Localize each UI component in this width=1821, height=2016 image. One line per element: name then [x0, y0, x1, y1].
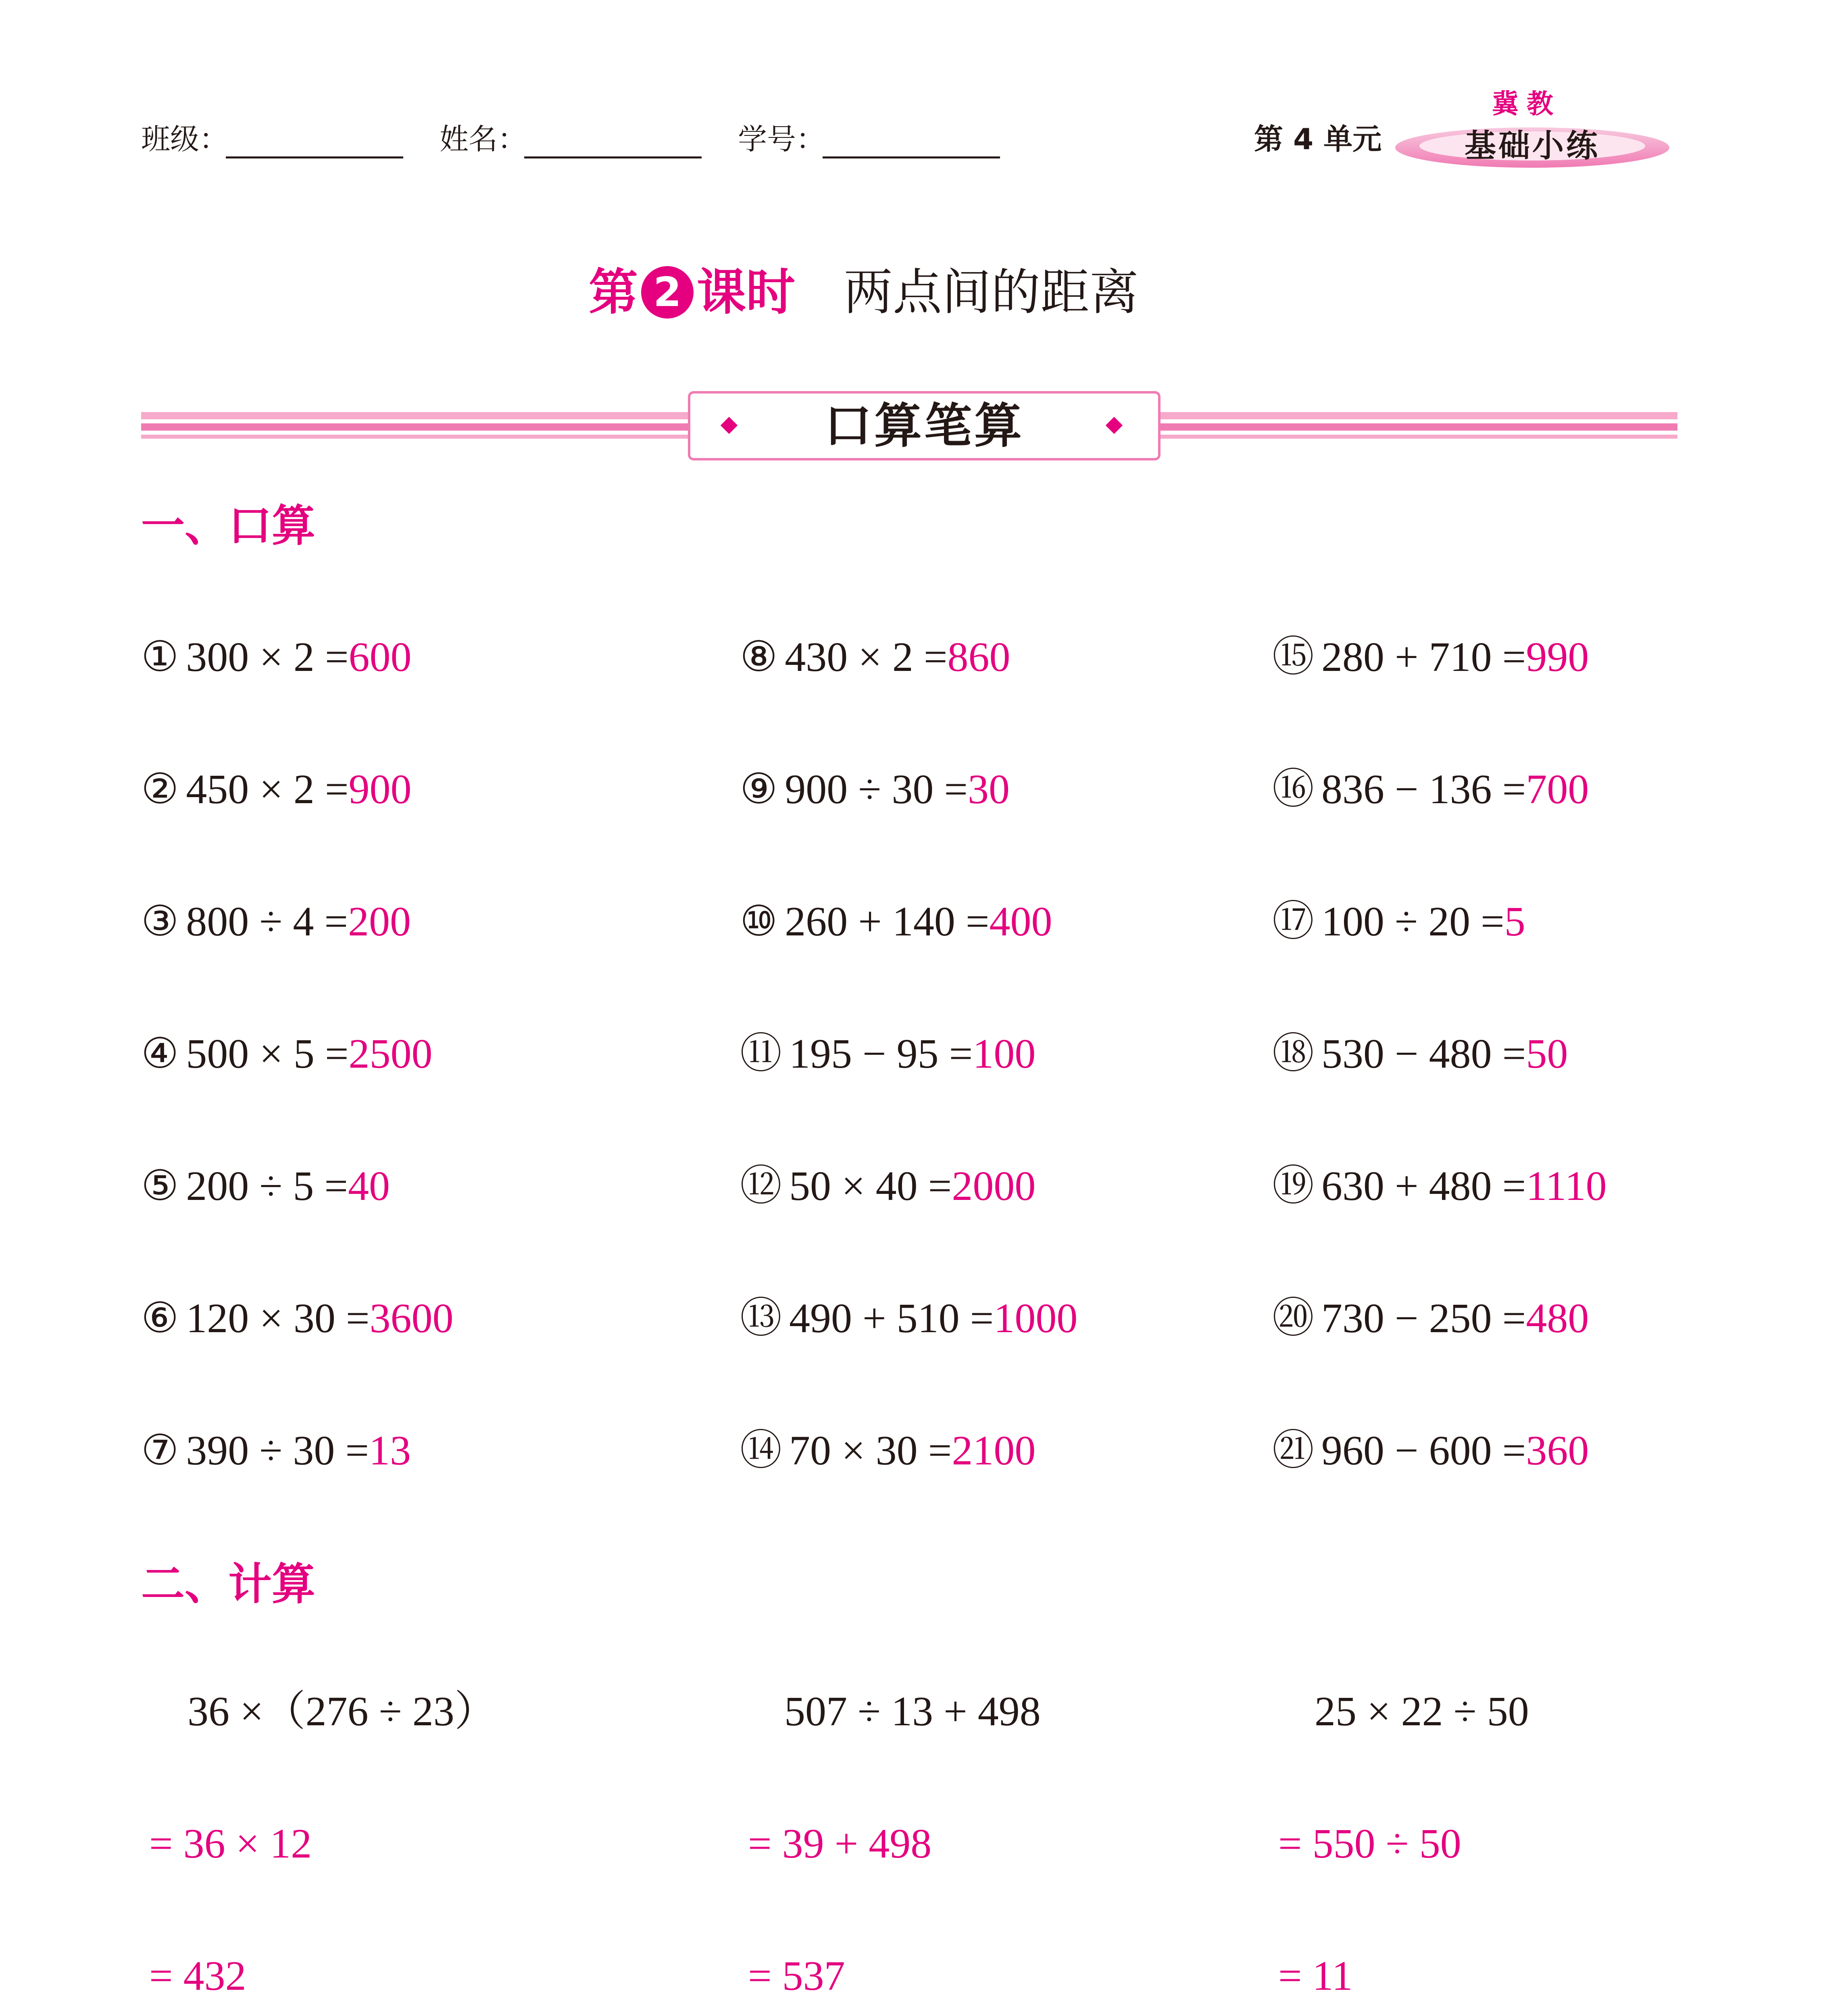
- calc-expression: 25 × 22 ÷ 50: [1315, 1688, 1529, 1735]
- problem-expression: 260 + 140 =: [785, 898, 990, 945]
- problem-answer[interactable]: 990: [1526, 634, 1589, 680]
- oral-problem: [141, 631, 412, 683]
- oral-problem: [740, 1160, 1036, 1212]
- problem-expression: 100 ÷ 20 =: [1321, 898, 1504, 945]
- problem-answer[interactable]: 1000: [994, 1295, 1078, 1341]
- problem-number: ⑥: [141, 1295, 179, 1341]
- problem-expression: 200 ÷ 5 =: [186, 1163, 348, 1209]
- problem-number: ⑧: [740, 634, 778, 680]
- problem-number: ⑭: [740, 1427, 782, 1474]
- student-id-label: 学号：: [738, 122, 825, 156]
- name-blank[interactable]: [524, 156, 702, 158]
- oral-problem: [141, 1028, 433, 1080]
- problem-answer[interactable]: 860: [947, 634, 1011, 680]
- lesson-number-badge: 2: [641, 266, 694, 319]
- problem-expression: 280 + 710 =: [1321, 634, 1526, 680]
- problem-expression: 960 − 600 =: [1321, 1427, 1526, 1474]
- problem-number: ⑫: [740, 1163, 782, 1209]
- banner-title: 口算笔算: [824, 398, 1024, 454]
- problem-number: ⑱: [1272, 1031, 1315, 1077]
- oral-problem: [1272, 1028, 1568, 1080]
- lesson-topic: 两点间的距离: [844, 264, 1139, 321]
- problem-number: ①: [141, 634, 179, 680]
- calc-step: = 537: [748, 1953, 845, 1999]
- section-heading-calc: 二、计算: [141, 1559, 316, 1610]
- problem-expression: 500 × 5 =: [186, 1031, 349, 1077]
- calc-step: = 11: [1278, 1953, 1353, 1999]
- problem-number: ⑳: [1272, 1295, 1315, 1341]
- oral-problem: [740, 1028, 1036, 1080]
- problem-number: ⑩: [740, 898, 778, 945]
- problem-expression: 630 + 480 =: [1321, 1163, 1526, 1209]
- problem-number: ⑲: [1272, 1163, 1315, 1209]
- problem-answer[interactable]: 3600: [369, 1295, 454, 1341]
- problem-expression: 836 − 136 =: [1321, 766, 1526, 812]
- lesson-prefix: 第: [589, 264, 638, 321]
- problem-number: ⑦: [141, 1427, 179, 1474]
- problem-answer[interactable]: 700: [1526, 766, 1589, 812]
- oral-problem: [141, 1292, 454, 1345]
- problem-number: ㉑: [1272, 1427, 1315, 1474]
- problem-number: ⑬: [740, 1295, 782, 1341]
- student-id-blank[interactable]: [823, 156, 1000, 158]
- oral-problem: [740, 896, 1052, 948]
- problem-expression: 730 − 250 =: [1321, 1295, 1526, 1341]
- lesson-suffix: 课时: [697, 264, 795, 321]
- problem-answer[interactable]: 30: [967, 766, 1010, 812]
- problem-number: ③: [141, 898, 179, 945]
- problem-answer[interactable]: 600: [348, 634, 412, 680]
- problem-number: ⑨: [740, 766, 778, 812]
- problem-expression: 450 × 2 =: [186, 766, 349, 812]
- lesson-title: [589, 258, 1139, 327]
- calc-step: = 432: [149, 1953, 246, 1999]
- name-label: 姓名：: [440, 122, 527, 156]
- problem-answer[interactable]: 2500: [348, 1031, 433, 1077]
- oral-problem: [740, 1425, 1036, 1477]
- oral-problem: [141, 896, 411, 948]
- calc-step: = 550 ÷ 50: [1278, 1820, 1461, 1867]
- oral-problem: [1272, 763, 1589, 816]
- oral-problem: [1272, 631, 1589, 683]
- problem-number: ⑮: [1272, 634, 1315, 680]
- problem-expression: 490 + 510 =: [789, 1295, 994, 1341]
- problem-answer[interactable]: 100: [973, 1031, 1036, 1077]
- class-label: 班级：: [141, 122, 229, 156]
- oral-problem: [1272, 1160, 1607, 1212]
- problem-number: ⑰: [1272, 898, 1315, 945]
- calc-expression: 36 ×（276 ÷ 23）: [188, 1688, 496, 1735]
- problem-expression: 390 ÷ 30 =: [186, 1427, 369, 1474]
- problem-expression: 530 − 480 =: [1321, 1031, 1526, 1077]
- problem-expression: 50 × 40 =: [789, 1163, 952, 1209]
- brand-title: 基础小练: [1464, 128, 1600, 164]
- problem-expression: 120 × 30 =: [186, 1295, 370, 1341]
- problem-number: ⑪: [740, 1031, 782, 1077]
- oral-problem: [141, 1425, 411, 1477]
- problem-answer[interactable]: 480: [1526, 1295, 1589, 1341]
- oral-problem: [1272, 1292, 1589, 1345]
- problem-answer[interactable]: 40: [348, 1163, 390, 1209]
- problem-answer[interactable]: 2000: [952, 1163, 1036, 1209]
- oral-problem: [141, 1160, 390, 1212]
- problem-answer[interactable]: 2100: [952, 1427, 1036, 1474]
- problem-answer[interactable]: 13: [369, 1427, 411, 1474]
- publisher-label: 冀教: [1492, 88, 1561, 119]
- oral-problem: [141, 763, 412, 816]
- problem-number: ④: [141, 1031, 179, 1077]
- section-heading-oral: 一、口算: [141, 501, 316, 551]
- problem-expression: 430 × 2 =: [785, 634, 948, 680]
- calc-step: = 39 + 498: [748, 1820, 932, 1867]
- problem-expression: 195 − 95 =: [789, 1031, 973, 1077]
- problem-expression: 900 ÷ 30 =: [785, 766, 968, 812]
- problem-answer[interactable]: 1110: [1526, 1163, 1607, 1209]
- problem-number: ⑤: [141, 1163, 179, 1209]
- problem-answer[interactable]: 400: [989, 898, 1052, 945]
- problem-answer[interactable]: 200: [348, 898, 411, 945]
- oral-problem: [1272, 1425, 1589, 1477]
- class-blank[interactable]: [226, 156, 403, 158]
- oral-problem: [740, 1292, 1077, 1345]
- problem-answer[interactable]: 50: [1526, 1031, 1568, 1077]
- oral-problem: [740, 631, 1011, 683]
- problem-expression: 300 × 2 =: [186, 634, 349, 680]
- unit-label: 第 4 单元: [1254, 122, 1382, 156]
- problem-expression: 70 × 30 =: [789, 1427, 952, 1474]
- problem-answer[interactable]: 5: [1504, 898, 1525, 945]
- problem-answer[interactable]: 360: [1526, 1427, 1589, 1474]
- calc-step: = 36 × 12: [149, 1820, 312, 1867]
- calc-expression: 507 ÷ 13 + 498: [784, 1688, 1041, 1735]
- problem-answer[interactable]: 900: [348, 766, 412, 812]
- problem-number: ⑯: [1272, 766, 1315, 812]
- oral-problem: [1272, 896, 1525, 948]
- oral-problem: [740, 763, 1010, 816]
- problem-expression: 800 ÷ 4 =: [186, 898, 348, 945]
- problem-number: ②: [141, 766, 179, 812]
